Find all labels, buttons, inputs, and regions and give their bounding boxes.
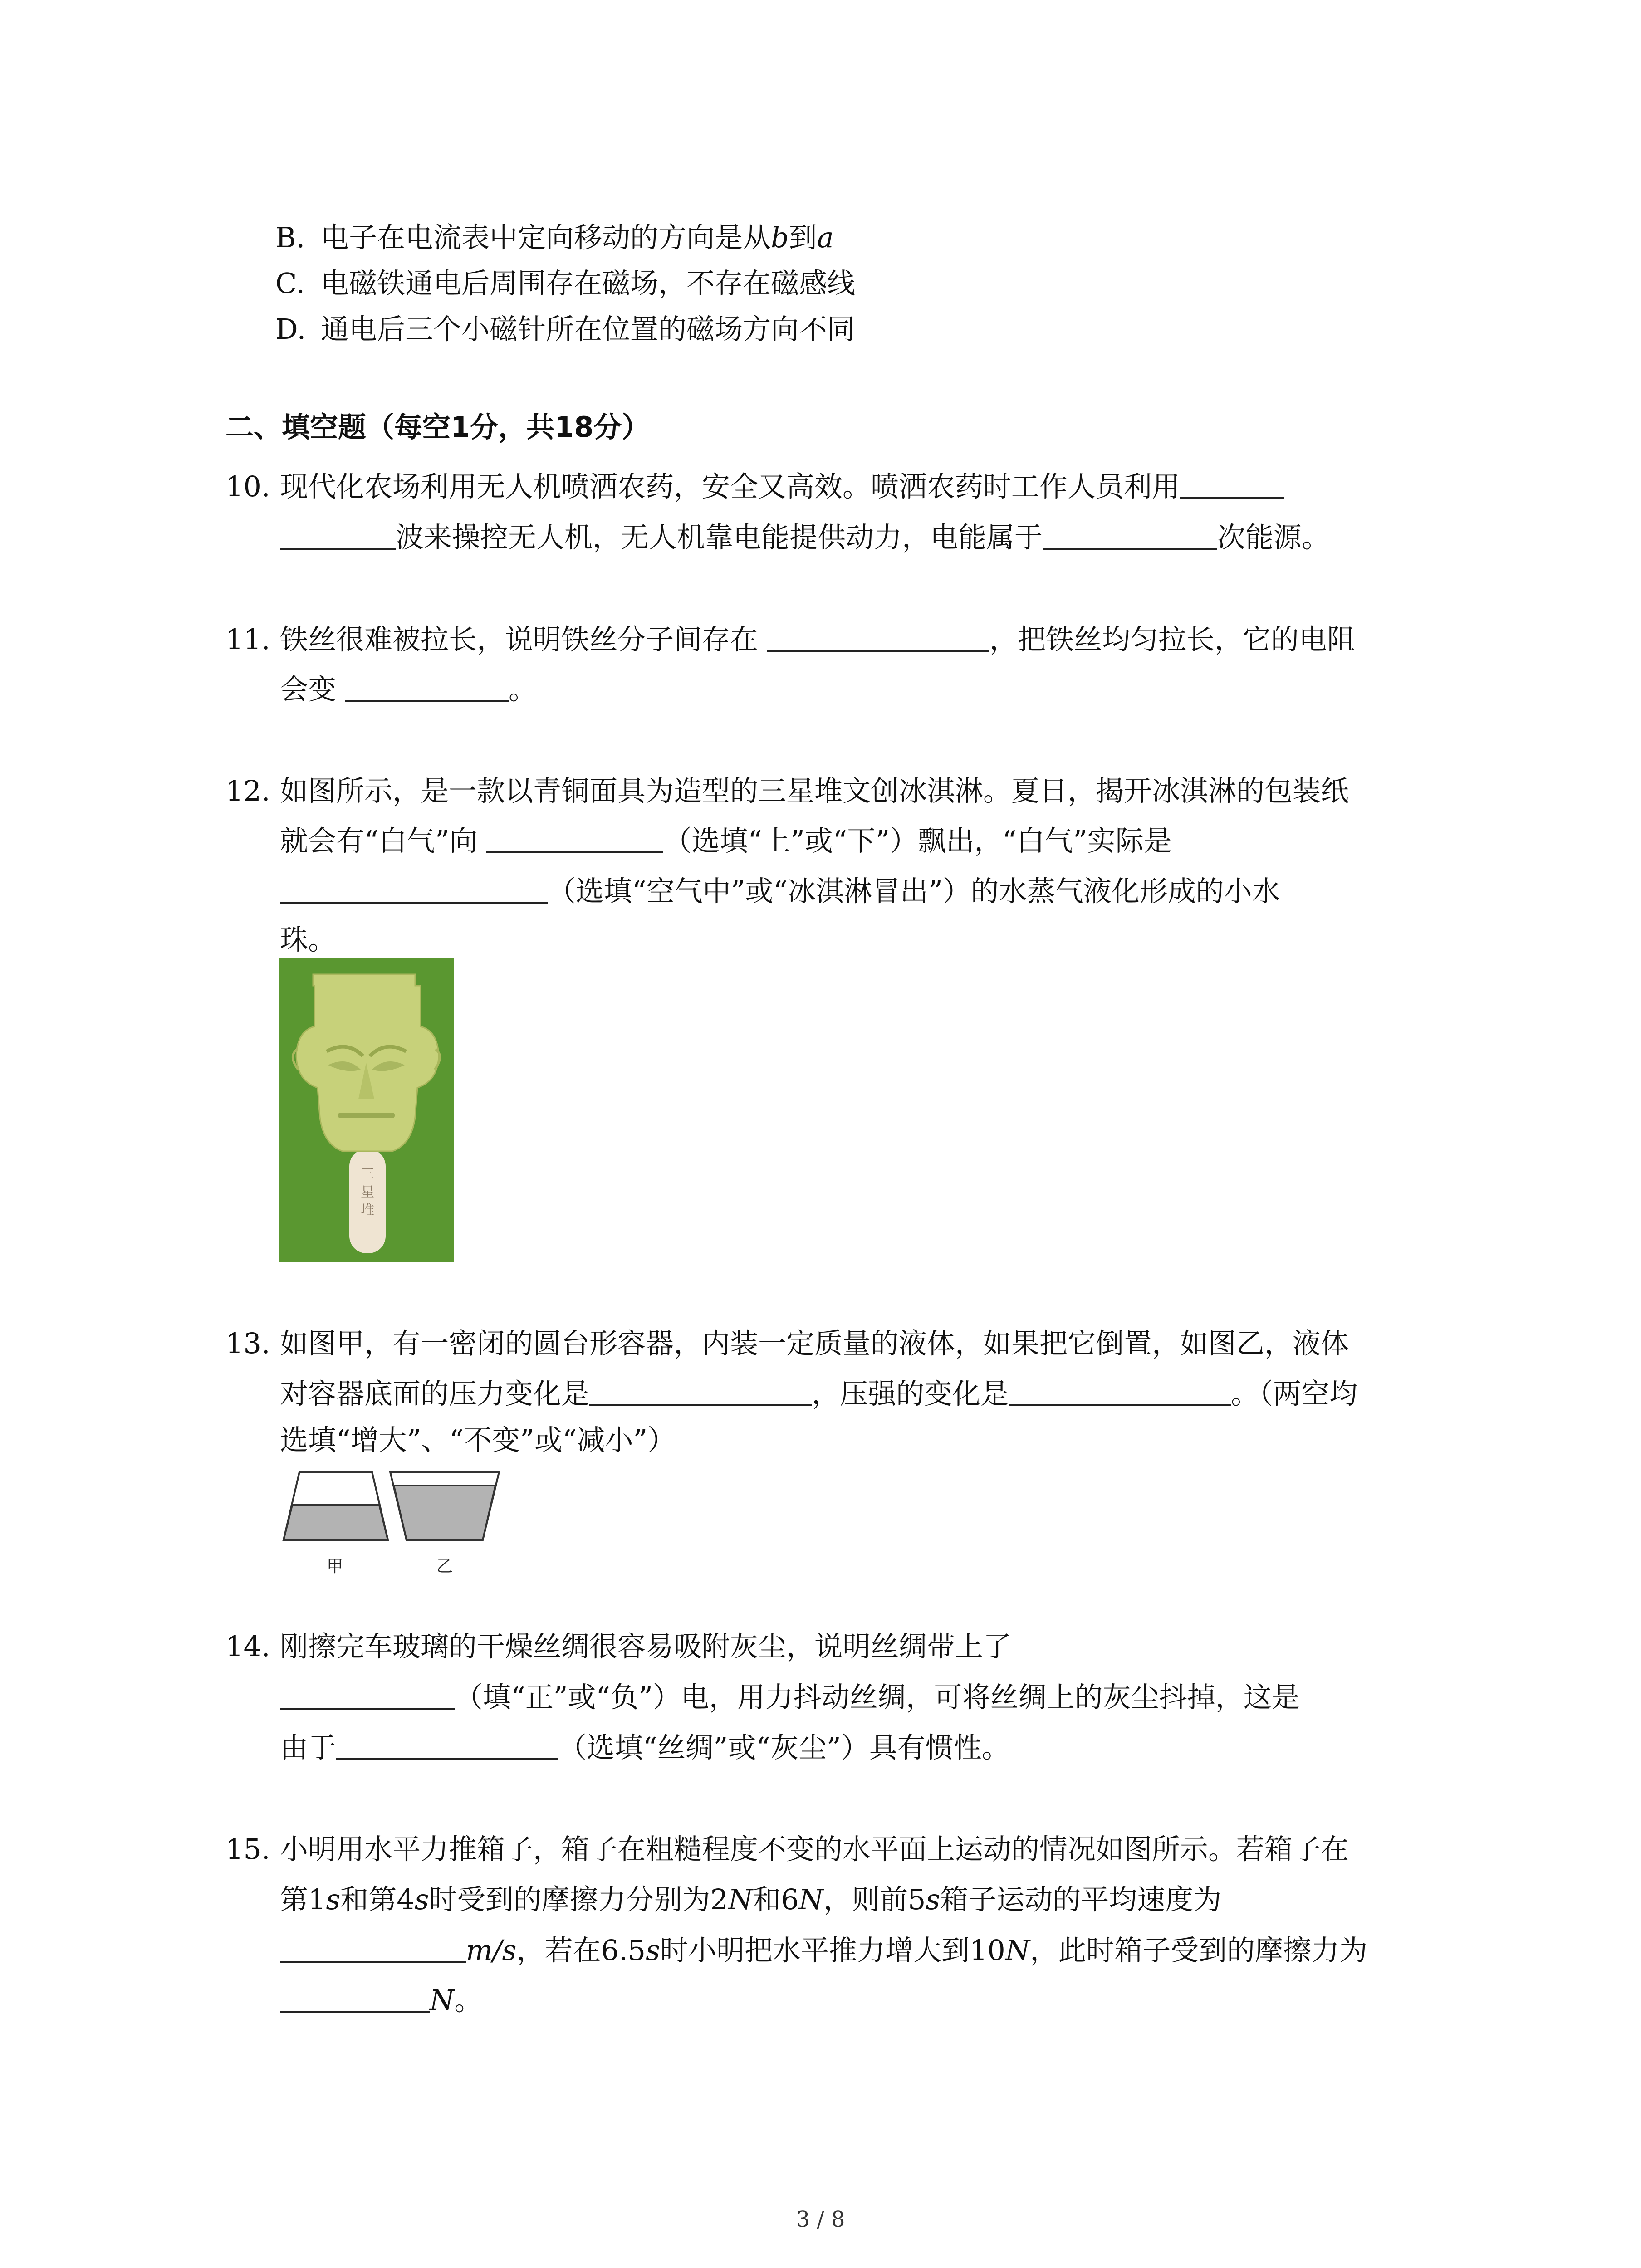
- unit: N: [728, 1883, 753, 1916]
- question-text: 现代化农场利用无人机喷洒农药，安全又高效。喷洒农药时工作人员利用: [280, 470, 1181, 503]
- question-12-line-1: [280, 773, 1349, 809]
- question-text: ，则前5: [823, 1883, 926, 1916]
- question-text: 时受到的摩擦力分别为2: [429, 1883, 729, 1916]
- question-text: 。: [509, 673, 537, 706]
- unit: s: [414, 1883, 429, 1916]
- option-b: [275, 220, 834, 256]
- unit: N: [798, 1883, 823, 1916]
- answer-blank[interactable]: [280, 875, 548, 904]
- option-letter: B.: [275, 221, 305, 254]
- question-text: 珠。: [280, 923, 337, 956]
- question-text: 次能源。: [1217, 521, 1330, 554]
- question-text: 如图甲，有一密闭的圆台形容器，内装一定质量的液体，如果把它倒置，如图乙，液体: [280, 1327, 1349, 1360]
- section-title: 二、填空题（每空1分，共18分）: [225, 411, 650, 444]
- question-14-line-3: [280, 1730, 1010, 1766]
- question-text: （选填“上”或“下”）飘出，“白气”实际是: [663, 824, 1172, 857]
- question-text: 对容器底面的压力变化是: [280, 1377, 590, 1410]
- question-text: 和第4: [340, 1883, 415, 1916]
- question-number: 13.: [225, 1327, 270, 1360]
- variable: b: [771, 221, 789, 254]
- question-12-line-2: [280, 823, 1172, 859]
- question-15-line-1: [280, 1831, 1349, 1867]
- question-text: 由于: [280, 1731, 337, 1764]
- question-number: 14.: [225, 1630, 270, 1663]
- question-13-line-2: [280, 1376, 1357, 1412]
- bronze-mask-ice-cream-image: [279, 958, 454, 1262]
- answer-blank[interactable]: [1043, 521, 1217, 550]
- question-text: 刚擦完车玻璃的干燥丝绸很容易吸附灰尘，说明丝绸带上了: [280, 1630, 1012, 1663]
- question-11-line-2: [280, 671, 537, 708]
- question-10-line-2: [280, 519, 1330, 556]
- stick-char: 星: [361, 1184, 374, 1200]
- question-14-line-1: [280, 1628, 1011, 1665]
- question-text: ，此时箱子受到的摩擦力为: [1030, 1934, 1368, 1967]
- question-number: 12.: [225, 774, 270, 807]
- question-text: 第1: [280, 1883, 326, 1916]
- question-number: 15.: [225, 1833, 270, 1866]
- answer-blank[interactable]: [589, 1377, 812, 1406]
- unit: s: [926, 1883, 941, 1916]
- answer-blank[interactable]: [1009, 1377, 1231, 1406]
- question-text: 箱子运动的平均速度为: [940, 1883, 1222, 1916]
- question-text: 。: [454, 1984, 483, 2017]
- question-15-line-2: [280, 1882, 1221, 1918]
- option-text: 电子在电流表中定向移动的方向是从: [321, 221, 771, 254]
- question-13-line-1: [280, 1325, 1349, 1362]
- question-text: 会变: [280, 673, 337, 706]
- question-text: 铁丝很难被拉长，说明铁丝分子间存在: [280, 623, 759, 656]
- container-figure: [281, 1470, 513, 1579]
- answer-blank[interactable]: [280, 1681, 455, 1710]
- question-12-line-3: [280, 873, 1280, 909]
- option-c: [275, 265, 855, 302]
- question-text: （选填“丝绸”或“灰尘”）具有惯性。: [558, 1731, 1010, 1764]
- question-10-line-1: [280, 469, 1284, 505]
- question-text: （选填“空气中”或“冰淇淋冒出”）的水蒸气液化形成的小水: [548, 875, 1280, 908]
- ice-cream-photo: [279, 958, 454, 1262]
- question-15-line-4: [280, 1982, 482, 2019]
- option-letter: D.: [275, 313, 306, 346]
- answer-blank[interactable]: [1180, 470, 1284, 499]
- question-text: 。（两空均: [1231, 1377, 1358, 1410]
- answer-blank[interactable]: [336, 1731, 558, 1760]
- page-number: 3 / 8: [796, 2207, 845, 2232]
- question-13-line-3: [280, 1422, 676, 1458]
- answer-blank[interactable]: [280, 1934, 466, 1963]
- unit: m/s: [466, 1934, 517, 1967]
- question-text: 如图所示，是一款以青铜面具为造型的三星堆文创冰淇淋。夏日，揭开冰淇淋的包装纸: [280, 774, 1349, 807]
- question-text: ，压强的变化是: [812, 1377, 1009, 1410]
- answer-blank[interactable]: [767, 623, 989, 652]
- answer-blank[interactable]: [280, 521, 396, 550]
- answer-blank[interactable]: [486, 824, 663, 853]
- question-text: 和6: [753, 1883, 799, 1916]
- question-15-line-3: [280, 1932, 1367, 1969]
- figure-label-yi: 乙: [436, 1557, 453, 1576]
- question-14-line-2: [280, 1679, 1300, 1716]
- unit: N: [1005, 1934, 1030, 1967]
- question-text: 波来操控无人机，无人机靠电能提供动力，电能属于: [396, 521, 1043, 554]
- question-text: 就会有“白气”向: [280, 824, 478, 857]
- stick-char: 堆: [361, 1202, 374, 1218]
- unit: s: [326, 1883, 341, 1916]
- question-text: 选填“增大”、“不变”或“减小”）: [280, 1423, 676, 1457]
- question-12-line-4: [280, 922, 336, 958]
- question-text: 小明用水平力推箱子，箱子在粗糙程度不变的水平面上运动的情况如图所示。若箱子在: [280, 1833, 1349, 1866]
- question-text: ，把铁丝均匀拉长，它的电阻: [989, 623, 1356, 656]
- answer-blank[interactable]: [280, 1984, 430, 2013]
- figure-label-jia: 甲: [326, 1557, 343, 1576]
- option-letter: C.: [275, 267, 305, 300]
- option-text: 电磁铁通电后周围存在磁场，不存在磁感线: [321, 267, 856, 300]
- question-number: 11.: [225, 623, 270, 656]
- variable: a: [817, 221, 834, 254]
- question-text: （填“正”或“负”）电，用力抖动丝绸，可将丝绸上的灰尘抖掉，这是: [455, 1681, 1300, 1714]
- unit: s: [646, 1934, 660, 1967]
- answer-blank[interactable]: [345, 673, 509, 702]
- question-text: 时小明把水平推力增大到10: [660, 1934, 1005, 1967]
- question-text: ，若在6.5: [516, 1934, 646, 1967]
- question-number: 10.: [225, 470, 270, 503]
- question-11-line-1: [280, 621, 1355, 658]
- option-text: 到: [789, 221, 817, 254]
- stick-char: 三: [361, 1166, 374, 1182]
- option-d: [275, 311, 855, 347]
- option-text: 通电后三个小磁针所在位置的磁场方向不同: [321, 313, 856, 346]
- unit: N: [430, 1984, 455, 2017]
